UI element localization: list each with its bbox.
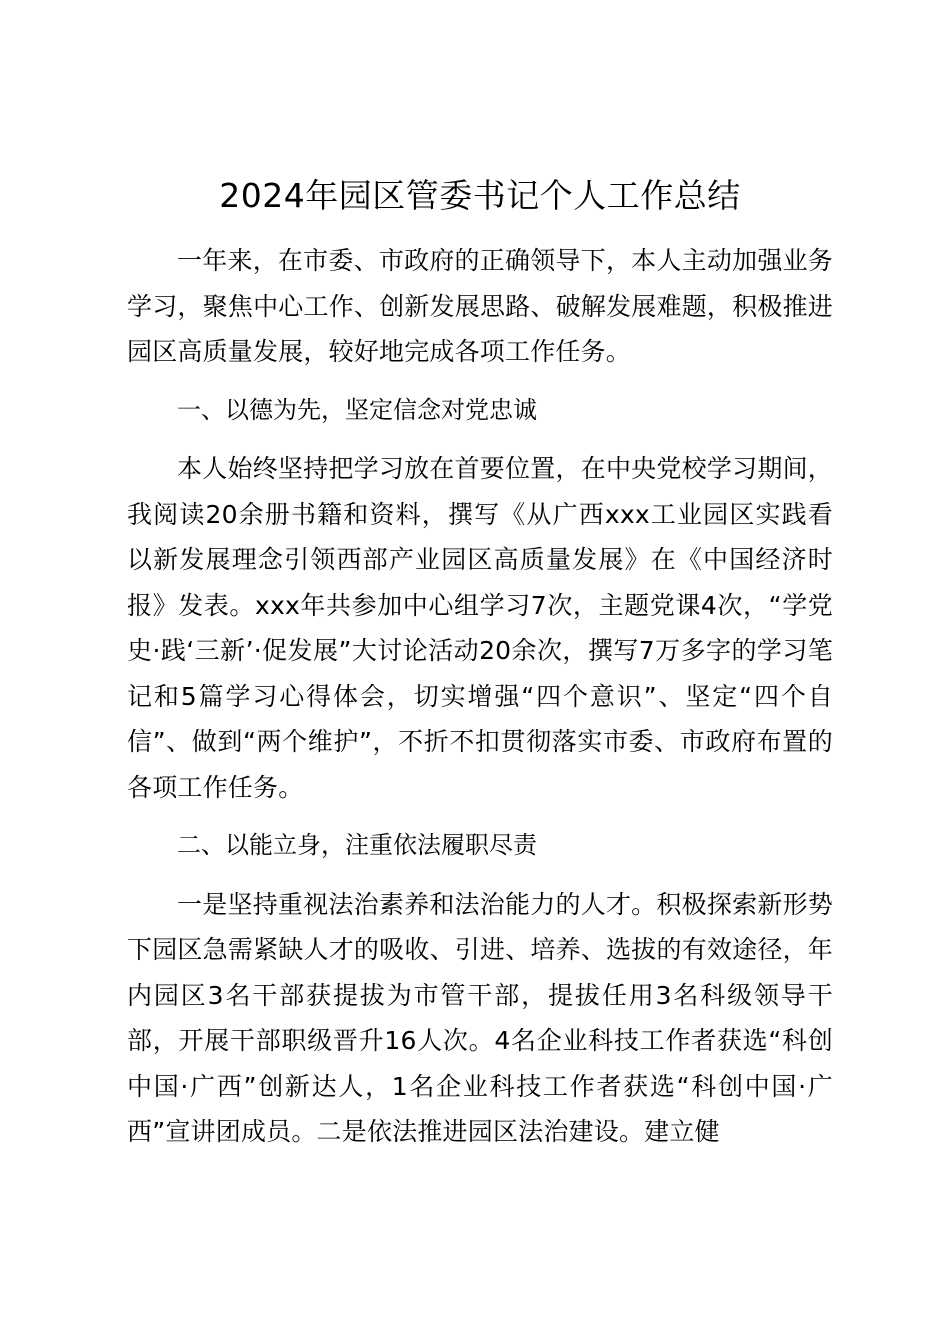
section-1-paragraph: 本人始终坚持把学习放在首要位置，在中央党校学习期间，我阅读20余册书籍和资料，撰写《从广西xxx工业园区实践看以新发展理念引领西部产业园区高质量发展》在《中国经济时报》发表。xxx年共参加中心组学习7次，主题党课4次，“学党史·践‘三新’·促发展”大讨论活动20余次，撰写7万多字的学习笔记和5篇学习心得体会，切实增强“四个意识”、坚定“四个自信”、做到“两个维护”，不折不扣贯彻落实市委、市政府布置的各项工作任务。 [127,454,833,802]
section-2-paragraph: 一是坚持重视法治素养和法治能力的人才。积极探索新形势下园区急需紧缺人才的吸收、引进、培养、选拔的有效途径，年内园区3名干部获提拔为市管干部，提拔任用3名科级领导干部，开展干部职级晋升16人次。4名企业科技工作者获选“科创中国·广西”创新达人，1名企业科技工作者获选“科创中国·广西”宣讲团成员。二是依法推进园区法治建设。建立健 [127,889,833,1146]
spacer [127,375,833,388]
section-heading-1: 一、以德为先，坚定信念对党忠诚 [177,395,537,424]
spacer [127,433,833,446]
intro-paragraph: 一年来，在市委、市政府的正确领导下，本人主动加强业务学习，聚焦中心工作、创新发展思路、破解发展难题，积极推进园区高质量发展，较好地完成各项工作任务。 [127,246,833,366]
section-heading-2: 二、以能立身，注重依法履职尽责 [177,831,537,859]
spacer [127,869,833,882]
document-title: 2024年园区管委书记个人工作总结 [219,176,741,215]
spacer [127,810,833,823]
document-body [127,238,833,1155]
